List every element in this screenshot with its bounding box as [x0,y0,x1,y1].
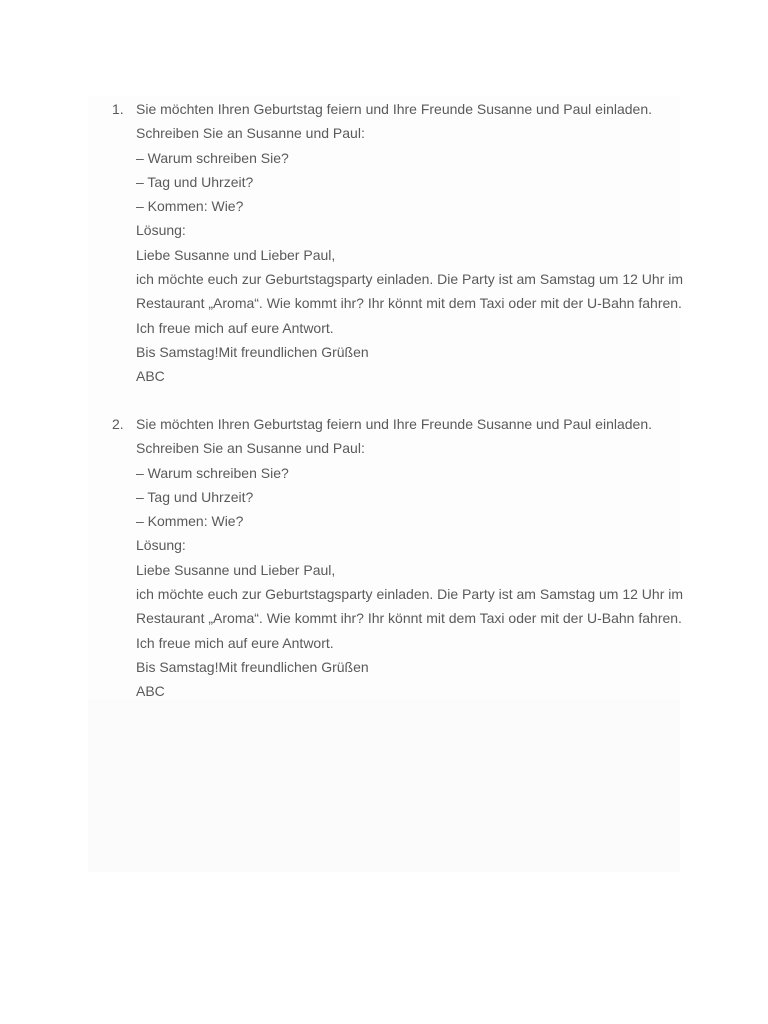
letter-closing: Bis Samstag!Mit freundlichen Grüßen [136,343,369,360]
exercise-text [136,412,684,704]
letter-body-line: Ich freue mich auf eure Antwort. [136,634,334,651]
letter-body-line: Restaurant „Aroma“. Wie kommt ihr? Ihr könnt mit dem Taxi oder mit der U-Bahn fahren. [136,610,682,627]
exercise-number: 2. [112,416,124,432]
task-recipient: Schreiben Sie an Susanne und Paul: [136,125,365,142]
task-point-day-time: – Tag und Uhrzeit? [136,488,254,505]
letter-body-line: Restaurant „Aroma“. Wie kommt ihr? Ihr könnt mit dem Taxi oder mit der U-Bahn fahren. [136,295,682,312]
task-point-how: – Kommen: Wie? [136,198,244,215]
task-recipient: Schreiben Sie an Susanne und Paul: [136,440,365,457]
task-point-how: – Kommen: Wie? [136,513,244,530]
task-point-day-time: – Tag und Uhrzeit? [136,173,254,190]
task-instruction: Sie möchten Ihren Geburtstag feiern und Ihre Freunde Susanne und Paul einladen. [136,416,653,432]
letter-body-line: Ich freue mich auf eure Antwort. [136,319,334,336]
letter-signature: ABC [136,368,165,385]
exercise-text [136,97,684,389]
task-instruction: Sie möchten Ihren Geburtstag feiern und Ihre Freunde Susanne und Paul einladen. [136,101,653,117]
letter-closing: Bis Samstag!Mit freundlichen Grüßen [136,658,369,675]
letter-body-line: ich möchte euch zur Geburtstagsparty einladen. Die Party ist am Samstag um 12 Uhr im [136,586,684,603]
page-blank-area [88,700,680,872]
letter-greeting: Liebe Susanne und Lieber Paul, [136,561,336,578]
exercise-number: 1. [112,101,124,117]
solution-heading: Lösung: [136,222,186,239]
letter-body-line: ich möchte euch zur Geburtstagsparty einladen. Die Party ist am Samstag um 12 Uhr im [136,271,684,288]
solution-heading: Lösung: [136,537,186,554]
task-point-why: – Warum schreiben Sie? [136,149,289,166]
letter-greeting: Liebe Susanne und Lieber Paul, [136,246,336,263]
letter-signature: ABC [136,683,165,700]
task-point-why: – Warum schreiben Sie? [136,464,289,481]
